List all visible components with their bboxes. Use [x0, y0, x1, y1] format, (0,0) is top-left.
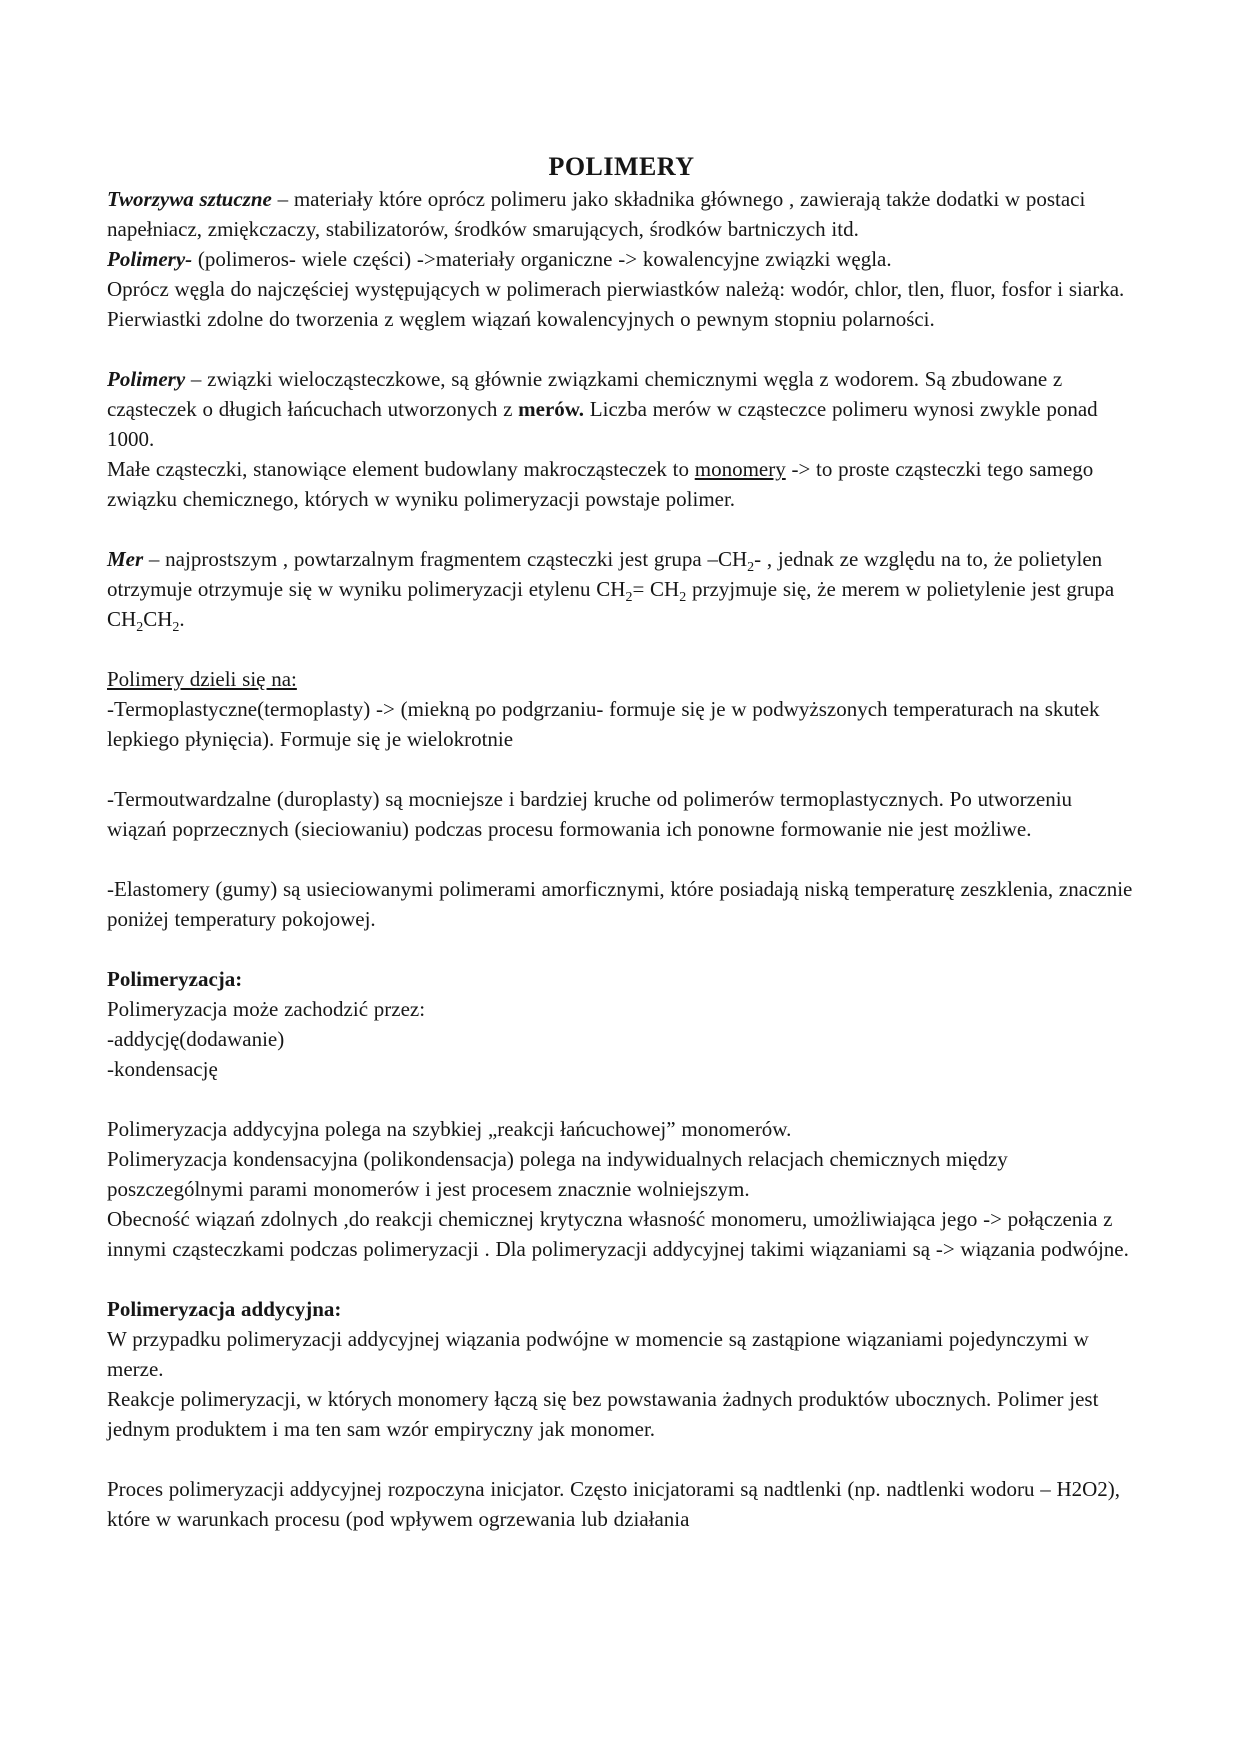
text-segment: – materiały które oprócz polimeru jako składnika głównego , zawierają także dodatki w postaci napełniacz, zmiękczaczy, stabilizatorów, środków smarujących, środków bartniczych itd. [107, 187, 1086, 241]
text-segment: – najprostszym , powtarzalnym fragmentem cząsteczki jest grupa –CH [143, 547, 748, 571]
paragraph [107, 1324, 1136, 1384]
text-segment: Reakcje polimeryzacji, w których monomery łączą się bez powstawania żadnych produktów ubocznych. Polimer jest jednym produktem i ma ten sam wzór empiryczny jak monomer. [107, 1387, 1099, 1441]
text-segment: = CH [632, 577, 680, 601]
text-segment: – związki wielocząsteczkowe, są głównie związkami chemicznymi węgla z wodorem. Są zbudowane z cząsteczek o długich łańcuchach utworzonych z [107, 367, 1063, 421]
paragraph [107, 274, 1136, 304]
text-segment: Liczba merów w cząsteczce polimeru wynosi zwykle ponad 1000. [107, 397, 1098, 451]
paragraph [107, 1204, 1136, 1264]
text-segment: Polimeryzacja addycyjna: [107, 1297, 342, 1321]
text-segment: (polimeros- wiele części) ->materiały organiczne -> kowalencyjne związki węgla. [192, 247, 892, 271]
text-segment: Polimeryzacja addycyjna polega na szybkiej „reakcji łańcuchowej” monomerów. [107, 1117, 792, 1141]
text-segment: Tworzywa sztuczne [107, 187, 272, 211]
paragraph-break [107, 1264, 1136, 1294]
text-segment: -Termoplastyczne(termoplasty) -> (miekną po podgrzaniu- formuje się je w podwyższonych temperaturach na skutek lepkiego płynięcia). Formuje się je wielokrotnie [107, 697, 1100, 751]
text-segment: merów. [518, 397, 585, 421]
paragraph-break [107, 634, 1136, 664]
text-segment: przyjmuje się, że merem w polietylenie jest grupa CH [107, 577, 1115, 631]
paragraph-break [107, 844, 1136, 874]
text-segment: Proces polimeryzacji addycyjnej rozpoczyna inicjator. Często inicjatorami są nadtlenki (np. nadtlenki wodoru – H2O2), które w warunkach procesu (pod wpływem ogrzewania lub działania [107, 1477, 1121, 1531]
paragraph [107, 364, 1136, 454]
text-segment: Polimery dzieli się na: [107, 667, 297, 691]
paragraph-break [107, 334, 1136, 364]
paragraph-break [107, 514, 1136, 544]
paragraph [107, 874, 1136, 934]
text-segment: Mer [107, 547, 144, 571]
paragraph [107, 784, 1136, 844]
paragraph [107, 1294, 1136, 1324]
text-segment: . [179, 607, 185, 631]
text-segment: Małe cząsteczki, stanowiące element budowlany makrocząsteczek to [107, 457, 695, 481]
text-segment: Oprócz węgla do najczęściej występujących w polimerach pierwiastków należą: wodór, chlor, tlen, fluor, fosfor i siarka. [107, 277, 1125, 301]
paragraph [107, 1384, 1136, 1444]
paragraph-break [107, 754, 1136, 784]
paragraph [107, 1114, 1136, 1144]
paragraph [107, 1144, 1136, 1204]
paragraph [107, 1474, 1136, 1534]
paragraph [107, 184, 1136, 244]
paragraph [107, 694, 1136, 754]
text-segment: -Elastomery (gumy) są usieciowanymi polimerami amorficznymi, które posiadają niską temperaturę zeszklenia, znacznie poniżej temperatury pokojowej. [107, 877, 1133, 931]
paragraph [107, 544, 1136, 634]
paragraph [107, 664, 1136, 694]
paragraph [107, 1054, 1136, 1084]
text-segment: -> to proste cząsteczki tego samego związku chemicznego, których w wyniku polimeryzacji powstaje polimer. [107, 457, 1094, 511]
text-segment: 2 [172, 620, 180, 636]
text-segment: Polimery [107, 367, 186, 391]
text-segment: monomery [694, 457, 786, 481]
text-segment: W przypadku polimeryzacji addycyjnej wiązania podwójne w momencie są zastąpione wiązaniami pojedynczymi w merze. [107, 1327, 1089, 1381]
text-segment: Polimery- [107, 247, 193, 271]
text-segment: -Termoutwardzalne (duroplasty) są mocniejsze i bardziej kruche od polimerów termoplastycznych. Po utworzeniu wiązań poprzecznych (sieciowaniu) podczas procesu formowania ich ponowne formowanie nie jest możliwe. [107, 787, 1073, 841]
paragraph [107, 964, 1136, 994]
document-body [107, 150, 1136, 1534]
text-segment: 2 [625, 590, 633, 606]
text-segment: -kondensację [107, 1057, 218, 1081]
paragraph [107, 1024, 1136, 1054]
paragraph [107, 304, 1136, 334]
text-segment: 2 [679, 590, 687, 606]
paragraph [107, 244, 1136, 274]
text-segment: Pierwiastki zdolne do tworzenia z węglem wiązań kowalencyjnych o pewnym stopniu polarności. [107, 307, 935, 331]
text-segment: 2 [136, 620, 144, 636]
text-segment: CH [143, 607, 173, 631]
text-segment: Obecność wiązań zdolnych ,do reakcji chemicznej krytyczna własność monomeru, umożliwiająca jego -> połączenia z innymi cząsteczkami podczas polimeryzacji . Dla polimeryzacji addycyjnej takimi wiązaniami są -> wiązania podwójne. [107, 1207, 1129, 1261]
paragraph-break [107, 1444, 1136, 1474]
text-segment: - , jednak ze względu na to, że polietylen otrzymuje otrzymuje się w wyniku polimeryzacji etylenu CH [107, 547, 1103, 601]
text-segment: Polimeryzacja: [107, 967, 243, 991]
text-segment: Polimeryzacja może zachodzić przez: [107, 997, 426, 1021]
text-segment: POLIMERY [548, 152, 695, 181]
text-segment: 2 [747, 560, 755, 576]
paragraph [107, 454, 1136, 514]
text-segment: Polimeryzacja kondensacyjna (polikondensacja) polega na indywidualnych relacjach chemicznych między poszczególnymi parami monomerów i jest procesem znacznie wolniejszym. [107, 1147, 1008, 1201]
paragraph-break [107, 934, 1136, 964]
paragraph [107, 994, 1136, 1024]
text-segment: -addycję(dodawanie) [107, 1027, 285, 1051]
document-title [107, 150, 1136, 184]
paragraph-break [107, 1084, 1136, 1114]
